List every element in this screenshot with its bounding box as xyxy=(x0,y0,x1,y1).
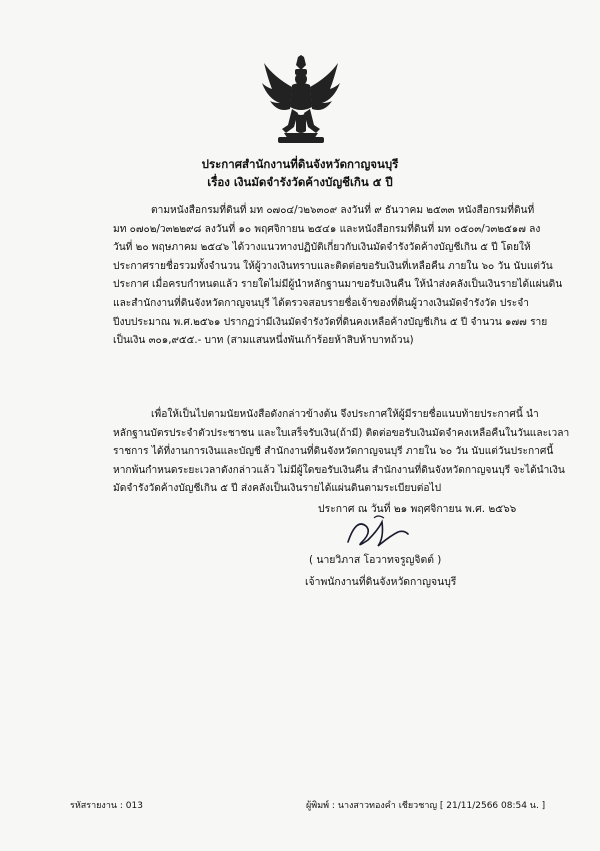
paragraph-line: เป็นเงิน ๓๐๑,๙๕๕.- บาท (สามแสนหนึ่งพันเก้าร้อยห้าสิบห้าบาทถ้วน) xyxy=(113,335,414,347)
paragraph-2 xyxy=(113,406,570,499)
paragraph-line: หากพ้นกำหนดระยะเวลาดังกล่าวแล้ว ไม่มีผู้ใดขอรับเงินคืน สำนักงานที่ดินจังหวัดกาญจนบุรี จะได้นำเงิน xyxy=(113,464,565,476)
paragraph-line: ประกาศรายชื่อรวมทั้งจำนวน ให้ผู้วางเงินทราบและติดต่อขอรับเงินที่เหลือคืน ภายใน ๖๐ วัน นับแต่วัน xyxy=(113,260,553,272)
announcement-subject: เรื่อง เงินมัดจำรังวัดค้างบัญชีเกิน ๕ ปี xyxy=(207,175,393,189)
paragraph-line: เพื่อให้เป็นไปตามนัยหนังสือดังกล่าวข้างต้น จึงประกาศให้ผู้มีรายชื่อแนบท้ายประกาศนี้ นำ xyxy=(151,409,539,420)
garuda-emblem xyxy=(262,55,340,147)
paragraph-line: ประกาศ เมื่อครบกำหนดแล้ว รายใดไม่มีผู้นำหลักฐานมาขอรับเงินคืน ให้นำส่งคลังเป็นเงินรายได้แผ่นดิน xyxy=(113,279,563,291)
report-code: รหัสรายงาน : 013 xyxy=(70,801,143,811)
paragraph-line: และสำนักงานที่ดินจังหวัดกาญจนบุรี ได้ตรวจสอบรายชื่อเจ้าของที่ดินผู้วางเงินมัดจำรังวัด ประจำ xyxy=(113,297,529,309)
announcement-date: ประกาศ ณ วันที่ ๒๑ พฤศจิกายน พ.ศ. ๒๕๖๖ xyxy=(318,503,517,515)
announcement-title: ประกาศสำนักงานที่ดินจังหวัดกาญจนบุรี xyxy=(201,157,399,171)
paragraph-line: ปีงบประมาณ พ.ศ.๒๕๖๑ ปรากฏว่ามีเงินมัดจำรังวัดที่ดินคงเหลือค้างบัญชีเกิน ๕ ปี จำนวน ๑๗๗ ราย xyxy=(113,316,548,328)
paragraph-line: มัดจำรังวัดค้างบัญชีเกิน ๕ ปี ส่งคลังเป็นเงินรายได้แผ่นดินตามระเบียบต่อไป xyxy=(113,483,442,495)
signer-name: ( นายวิภาส โอวาทจรูญจิตต์ ) xyxy=(309,554,442,566)
printer-info: ผู้พิมพ์ : นางสาวทองคำ เชียวชาญ [ 21/11/2566 08:54 น. ] xyxy=(306,801,546,811)
handwritten-signature xyxy=(338,512,418,552)
paragraph-line: ตามหนังสือกรมที่ดินที่ มท ๐๗๐๔/ว๒๖๓๐๙ ลงวันที่ ๙ ธันวาคม ๒๕๓๓ หนังสือกรมที่ดินที่ xyxy=(151,205,535,216)
paragraph-1 xyxy=(113,202,563,351)
paragraph-line: ราชการ ได้ที่งานการเงินและบัญชี สำนักงานที่ดินจังหวัดกาญจนบุรี ภายใน ๖๐ วัน นับแต่วันประกาศนี้ xyxy=(113,446,554,458)
paragraph-line: วันที่ ๒๐ พฤษภาคม ๒๕๔๖ ได้วางแนวทางปฏิบัติเกี่ยวกับเงินมัดจำรังวัดค้างบัญชีเกิน ๕ ปี โดยให้ xyxy=(113,242,531,254)
signer-position: เจ้าพนักงานที่ดินจังหวัดกาญจนบุรี xyxy=(305,576,457,588)
paragraph-line: หลักฐานบัตรประจำตัวประชาชน และใบเสร็จรับเงิน(ถ้ามี) ติดต่อขอรับเงินมัดจำคงเหลือคืนในวันและเวลา xyxy=(113,427,570,439)
paragraph-line: มท ๐๗๐๒/ว๓๒๒๙๘ ลงวันที่ ๑๐ พฤศจิกายน ๒๕๔๑ และหนังสือกรมที่ดินที่ มท ๐๕๐๓/ว๓๒๕๑๗ ลง xyxy=(113,223,541,235)
